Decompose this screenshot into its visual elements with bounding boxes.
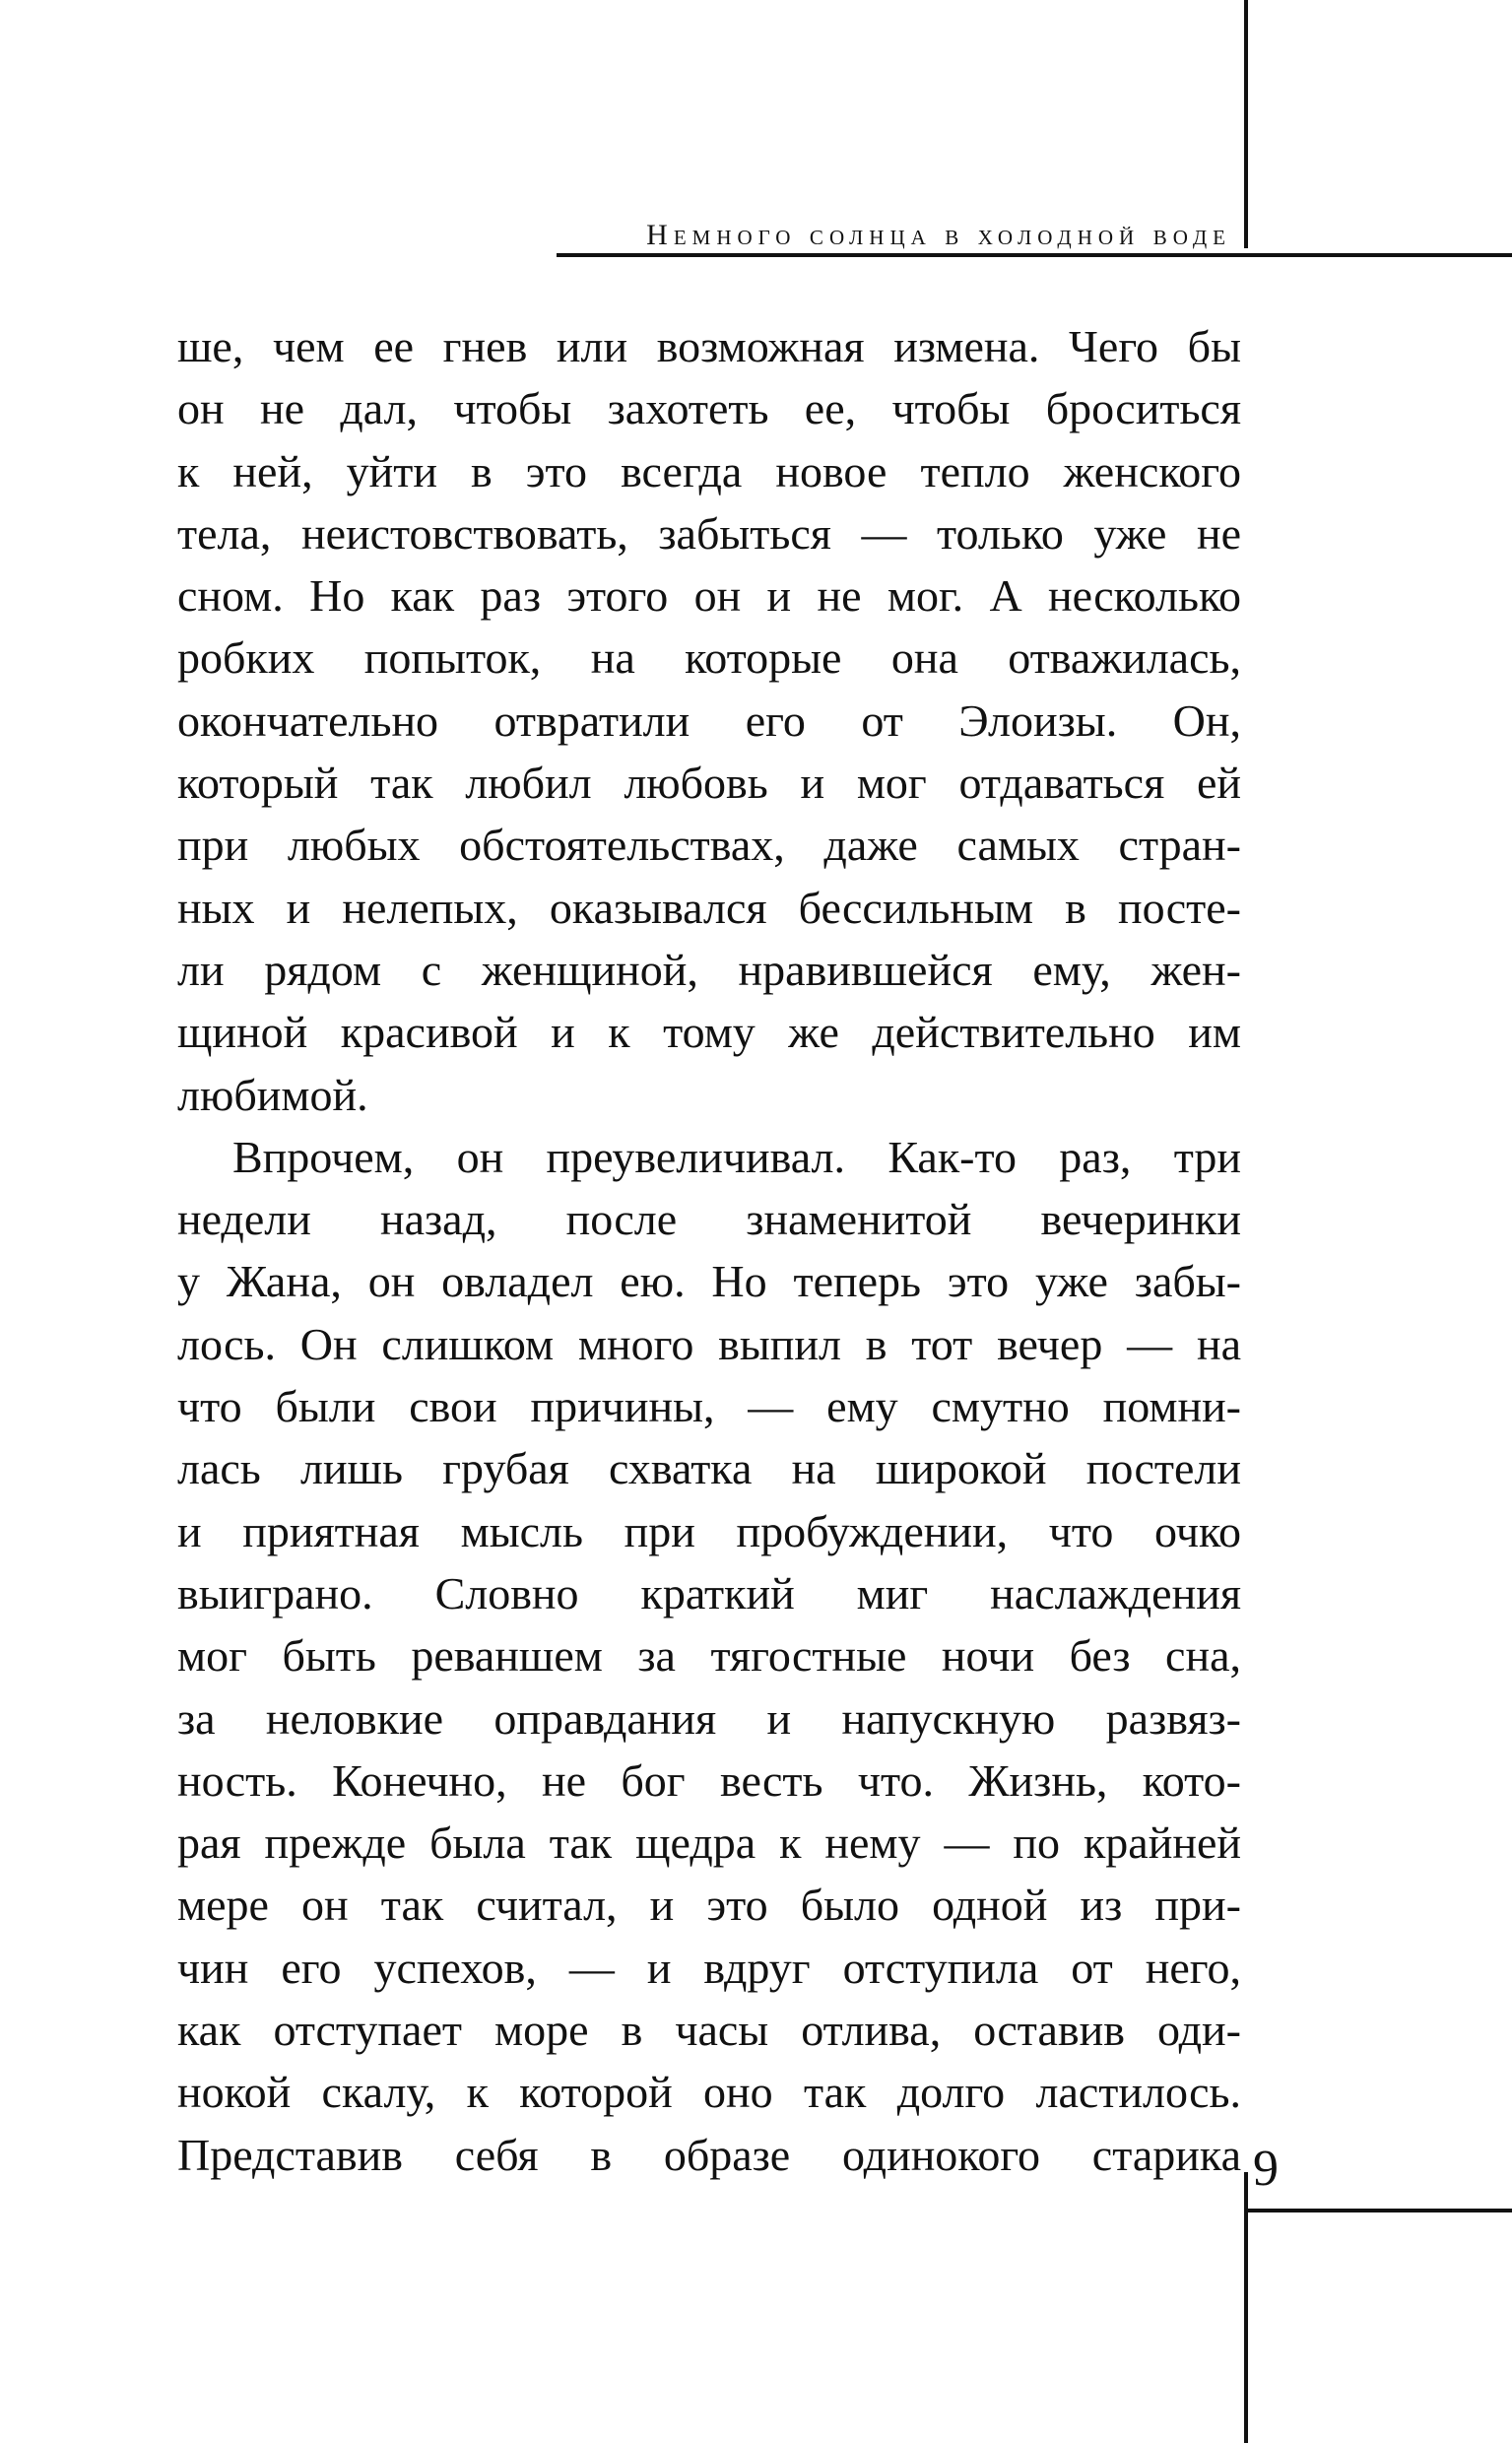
text-line: ность. Конечно, не бог весть что. Жизнь, кото- bbox=[177, 1754, 1241, 1806]
paragraph-2 bbox=[177, 1126, 1241, 2186]
text-line: который так любил любовь и мог отдаваться ей bbox=[177, 758, 1241, 809]
text-line: щиной красивой и к тому же действительно им bbox=[177, 1007, 1241, 1058]
text-line: ных и нелепых, оказывался бессильным в посте- bbox=[177, 882, 1241, 933]
text-line: нокой скалу, к которой оно так долго ластилось. bbox=[177, 2067, 1241, 2118]
body-text bbox=[177, 315, 1241, 2186]
text-line: лось. Он слишком много выпил в тот вечер — на bbox=[177, 1318, 1241, 1369]
text-line: недели назад, после знаменитой вечеринки bbox=[177, 1194, 1241, 1245]
text-line: мог быть реваншем за тягостные ночи без сна, bbox=[177, 1630, 1241, 1682]
text-line: что были свои причины, — ему смутно помни- bbox=[177, 1381, 1241, 1432]
text-line: он не дал, чтобы захотеть ее, чтобы броситься bbox=[177, 383, 1241, 434]
text-line: рая прежде была так щедра к нему — по крайней bbox=[177, 1817, 1241, 1869]
text-line: ли рядом с женщиной, нравившейся ему, жен- bbox=[177, 944, 1241, 995]
page-number: 9 bbox=[1253, 2141, 1279, 2197]
text-line: Впрочем, он преувеличивал. Как-то раз, три bbox=[232, 1131, 1241, 1182]
text-line: как отступает море в часы отлива, оставив оди- bbox=[177, 2005, 1241, 2056]
text-line: при любых обстоятельствах, даже самых стран- bbox=[177, 820, 1241, 871]
text-line: за неловкие оправдания и напускную развяз- bbox=[177, 1692, 1241, 1744]
text-line: ше, чем ее гнев или возможная измена. Чего бы bbox=[177, 321, 1241, 371]
text-line: Представив себя в образе одинокого старика bbox=[177, 2129, 1241, 2180]
text-line: чин его успехов, — и вдруг отступила от него, bbox=[177, 1942, 1241, 1993]
text-line: робких попыток, на которые она отважилась, bbox=[177, 632, 1241, 684]
top-margin-rule bbox=[1244, 0, 1248, 248]
text-line: у Жана, он овладел ею. Но теперь это уже забы- bbox=[177, 1256, 1241, 1307]
text-line: выиграно. Словно краткий миг наслаждения bbox=[177, 1567, 1241, 1618]
text-line: тела, неистовствовать, забыться — только уже не bbox=[177, 507, 1241, 559]
footer-rule bbox=[1244, 2209, 1512, 2212]
text-line: любимой. bbox=[177, 1069, 368, 1120]
text-line: к ней, уйти в это всегда новое тепло женского bbox=[177, 445, 1241, 496]
bottom-margin-rule bbox=[1244, 2172, 1248, 2443]
text-line: сном. Но как раз этого он и не мог. А несколько bbox=[177, 570, 1241, 622]
text-line: мере он так считал, и это было одной из при- bbox=[177, 1880, 1241, 1931]
text-line: лась лишь грубая схватка на широкой постели bbox=[177, 1443, 1241, 1494]
header-rule bbox=[557, 253, 1512, 257]
paragraph-1 bbox=[177, 315, 1241, 1126]
running-head: Немного солнца в холодной воде bbox=[646, 219, 1231, 251]
text-line: окончательно отвратили его от Элоизы. Он, bbox=[177, 694, 1241, 746]
text-line: и приятная мысль при пробуждении, что очко bbox=[177, 1505, 1241, 1556]
